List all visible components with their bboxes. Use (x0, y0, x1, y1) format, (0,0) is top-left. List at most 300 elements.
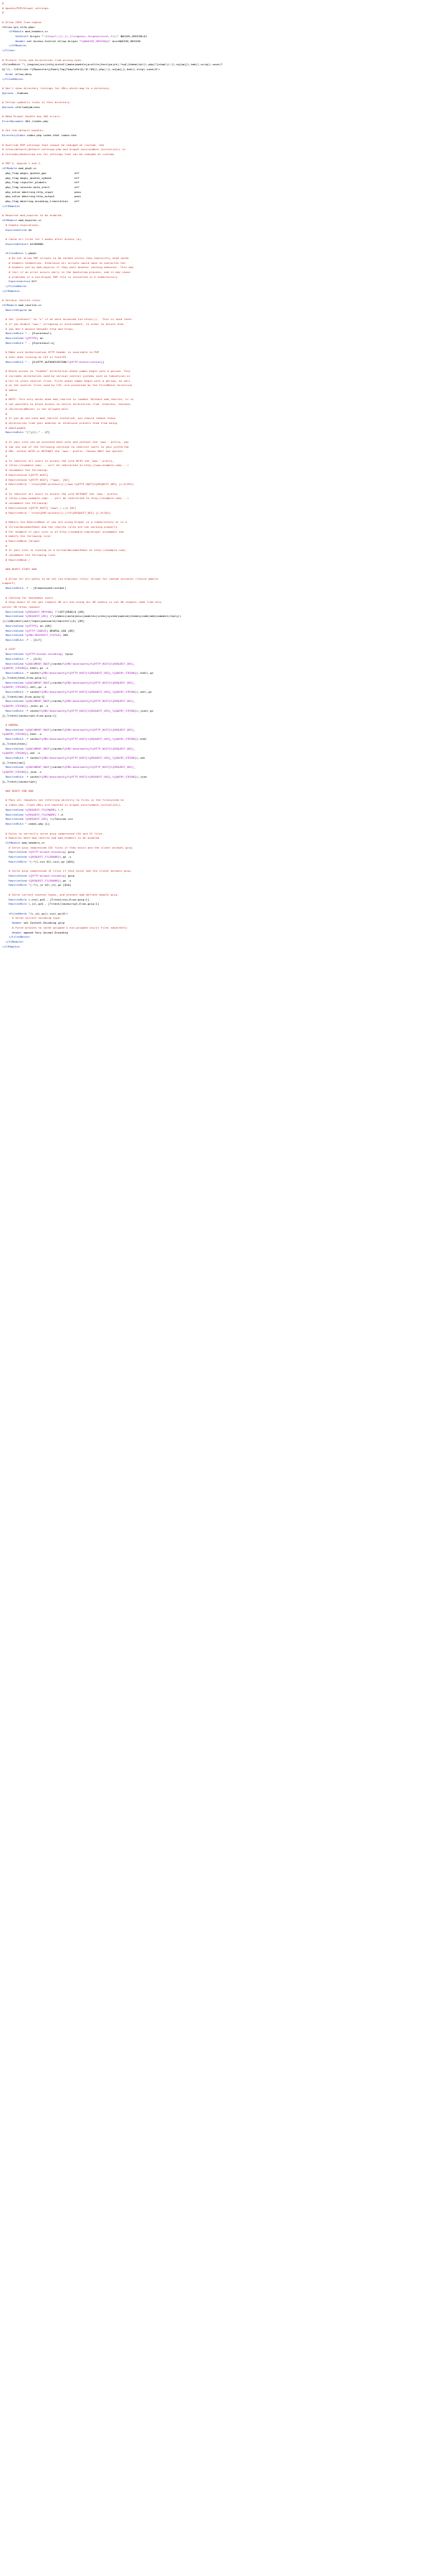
code-line (2, 492, 421, 497)
code-line (2, 369, 421, 374)
directive-keyword: FilesMatch (7, 251, 24, 255)
code-text: _ (110, 737, 112, 741)
comment-text: # NORMAL (5, 722, 19, 726)
code-line (2, 808, 421, 813)
comment-text: # Modify the RewriteBase if you are using Drupal in a subdirectory or in a (5, 520, 128, 524)
code-line (2, 72, 421, 77)
code-line (2, 6, 421, 11)
server-variable: %{QUERY_STRING} (2, 685, 27, 689)
code-line (2, 11, 421, 15)
comment-text: # Serve correct content types, and prevent mod_deflate double gzip. (8, 892, 119, 896)
code-text: \.json -s (27, 770, 42, 774)
code-text: php_flag magic_quotes_sybase off (2, 175, 80, 180)
code-text: |(/(add|edit|user/login|password|register))$) [OR] (2, 619, 85, 623)
directive-keyword: RewriteCond (5, 746, 24, 750)
comment-text: server OR https request (2, 605, 40, 609)
code-line (2, 218, 421, 223)
code-text: \.xml\.gz (137, 689, 152, 693)
code-line (2, 190, 421, 195)
code-line (2, 133, 421, 138)
directive-keyword: ErrorDocument (2, 119, 24, 123)
server-variable: %{ENV:boostpath} (39, 671, 67, 675)
code-line (2, 294, 421, 299)
code-text: mod_rewrite.c> (17, 303, 42, 307)
comment-text: # Allow for alt paths to be set via htaccess rules; allows for cached variants (future mobile (5, 576, 159, 580)
code-line (2, 265, 421, 270)
server-variable: %{HTTP:Accept-encoding} (25, 652, 63, 656)
code-text (2, 270, 8, 274)
code-line (2, 751, 421, 756)
server-variable: %{QUERY_STRING} (2, 732, 27, 736)
server-variable: ^(https?://(.+\.)?(nagios\.forgeservice\.fi)) (43, 34, 118, 39)
code-line (2, 596, 421, 601)
comment-text: # (5, 392, 8, 397)
code-line (2, 511, 421, 516)
code-text: <FilesMatch "\.(engine|inc|info|install|make|module|profile|test|po|sh|.*sql|theme|tpl(\.php)?|xtmpl)(~|\.sw[op]|\.bak|\.orig|\.save)? (2, 62, 222, 67)
comment-text: # For example if your site is at http://example.com/drupal uncomment and (5, 529, 124, 533)
code-line (2, 58, 421, 63)
code-text: A1209600 (28, 241, 44, 246)
server-variable: %{HTTP_HOST}%{REQUEST_URI} (91, 746, 134, 750)
code-text: /cache/ (51, 699, 63, 703)
directive-keyword: RewriteCond (5, 336, 24, 340)
directive-keyword: Header (12, 930, 22, 934)
code-text: \.json\.gz -s (27, 704, 48, 708)
code-line (2, 34, 421, 39)
code-line (2, 204, 421, 209)
code-text: \.json (137, 774, 147, 778)
server-variable: %{ENV:boostpath} (62, 661, 90, 665)
server-variable: %{HTTP_HOST}%{REQUEST_URI} (91, 680, 134, 684)
comment-text: # includes/bootstrap.inc for settings that can be changed at runtime. (2, 152, 116, 156)
code-line (2, 379, 421, 384)
code-line (2, 261, 421, 266)
server-variable: %{QUERY_STRING} (112, 708, 138, 712)
code-text: php_flag session.auto_start off (2, 185, 80, 190)
code-line (2, 855, 421, 860)
code-line (2, 345, 421, 350)
code-text: Off (29, 279, 37, 284)
code-text: < (2, 166, 4, 171)
server-variable: %{ENV:boostpath} (39, 708, 67, 712)
code-text: \.html -s (27, 732, 42, 736)
comment-text: # headers set by mod_expires if they want another caching behavior. This may (8, 265, 134, 270)
code-line (2, 794, 421, 799)
code-text (2, 935, 8, 938)
code-text: / (89, 746, 91, 750)
directive-keyword: RewriteRule (8, 859, 27, 863)
server-variable: %{HTTP:Accept-encoding} (28, 850, 67, 854)
code-line (2, 633, 421, 638)
code-text (2, 860, 8, 863)
code-line (2, 449, 421, 454)
server-variable: %{ENV:REDIRECT_STATUS} (25, 633, 62, 637)
code-line (2, 100, 421, 105)
comment-text: # RewriteCond %{HTTP_HOST} !^www\. [NC] (5, 477, 70, 482)
code-text: / (66, 671, 68, 675)
code-line (2, 647, 421, 652)
directive-keyword: </IfModule> (2, 288, 20, 293)
directive-keyword: RewriteCond (5, 765, 24, 769)
code-line (2, 185, 421, 190)
code-line (2, 846, 421, 851)
code-text (2, 916, 12, 919)
comment-text: # Requires mod_expires to be enabled. (2, 213, 63, 218)
server-variable: %{QUERY_STRING} (112, 774, 138, 778)
code-line (2, 341, 421, 346)
directive-keyword: RewriteCond (5, 812, 24, 816)
comment-text: # PHP 5, Apache 1 and 2. (2, 161, 42, 166)
code-line (2, 232, 421, 237)
comment-text: # NOTE: This only works when mod_rewrite is loaded. Without mod_rewrite, it is (5, 397, 134, 401)
code-line (2, 558, 421, 563)
comment-text: # Various rewrite rules. (2, 298, 42, 303)
code-line (2, 364, 421, 369)
code-text: /cache/ (51, 661, 63, 665)
code-text: php_flag register_globals off (2, 180, 80, 185)
code-text: gzip (66, 850, 75, 854)
code-text: "(^|/)\." - [F] (23, 430, 50, 434)
code-text: !=/favicon.ico (48, 817, 73, 821)
code-line (2, 666, 421, 671)
server-variable: %{REQUEST_METHOD} (25, 609, 53, 613)
comment-text: # Do not allow PHP scripts to be cached unless they explicitly send cache (8, 255, 129, 260)
code-text: .* - [S=7] (23, 638, 42, 642)
server-variable: %{QUERY_STRING} (2, 704, 27, 708)
code-text (2, 926, 12, 929)
comment-text: # To redirect all users to access the site WITH the 'www.' prefix, (5, 458, 114, 463)
code-text: ^ index.php [L] (23, 822, 50, 826)
code-text (2, 898, 8, 901)
code-line (2, 209, 421, 214)
directive-keyword: FilesMatch (10, 911, 27, 915)
server-variable: %{QUERY_STRING} (2, 751, 27, 755)
code-line (2, 629, 421, 634)
code-line (2, 614, 421, 619)
code-line (2, 426, 421, 431)
code-line (2, 572, 421, 577)
comment-text: # Pass all requests not referring directly to files in the filesystem to (5, 798, 124, 802)
directive-keyword: RewriteRule (8, 883, 27, 887)
directive-keyword: </Files> (2, 48, 15, 53)
code-line (2, 15, 421, 20)
code-text (2, 261, 8, 265)
directive-keyword: </IfModule> (2, 204, 20, 208)
server-variable: %{HTTPS} (25, 336, 39, 340)
code-text: [L,T=text/xml] (2, 760, 25, 764)
code-text: \.xml -s (27, 751, 40, 755)
code-text: on (27, 307, 32, 312)
comment-text: # headers themselves. Otherwise all scripts would have to overwrite the (8, 260, 126, 265)
directive-keyword: RewriteCond (5, 727, 24, 731)
code-text (2, 275, 8, 279)
code-text: ^ - [E=protossl] (23, 331, 52, 336)
server-variable: %{ENV:boostpath} (62, 680, 90, 684)
comment-text: # above. (5, 387, 19, 392)
directive-keyword: RewriteCond (8, 850, 27, 854)
comment-text: # includes directories used by version control systems such as Subversion or (5, 373, 131, 378)
directive-keyword: ExpiresActive (5, 227, 27, 232)
code-line (2, 567, 421, 572)
code-text: < (2, 911, 11, 915)
code-line (2, 421, 421, 426)
server-variable: %{HTTP:Authorization} (67, 359, 102, 364)
comment-text: # Git to store control files. Files whose names begin with a period, as well (5, 378, 131, 383)
code-line (2, 482, 421, 487)
server-variable: %{HTTP_COOKIE} (25, 628, 48, 632)
directive-keyword: RewriteRule (8, 902, 27, 906)
code-line (2, 67, 421, 72)
code-line (2, 312, 421, 317)
code-line (2, 289, 421, 294)
directive-keyword: RewriteRule (5, 822, 24, 826)
code-text: !gzip (62, 652, 73, 656)
code-line (2, 577, 421, 582)
directive-keyword: RewriteRule (5, 359, 24, 364)
code-text (2, 879, 8, 882)
code-line (2, 676, 421, 681)
directive-keyword: RewriteRule (5, 340, 24, 345)
code-text: \.js\.gz$ - [T=text/javascript,E=no-gzip:1] (27, 902, 100, 906)
comment-text: support) (2, 581, 15, 585)
code-text: !-d (56, 812, 63, 816)
code-text: \.html\.gz (137, 671, 154, 675)
server-variable: %{HTTP_HOST}%{REQUEST_URI} (67, 756, 111, 759)
code-line (2, 671, 421, 676)
directive-keyword: IfModule (4, 303, 18, 307)
server-variable: %{ENV:boostpath} (62, 699, 90, 703)
server-variable: %{DOCUMENT_ROOT} (25, 661, 52, 665)
code-text: ^ - [E=HTTP_AUTHORIZATION: (23, 359, 68, 364)
server-variable: %{HTTP_HOST}%{REQUEST_URI} (67, 708, 111, 712)
code-line (2, 586, 421, 591)
code-text: .* cache/ (23, 708, 40, 712)
code-text: [L,T=text/html] (2, 741, 27, 745)
directive-keyword: RewriteRule (5, 708, 24, 712)
comment-text: # Cache all files for 2 weeks after access (A). (5, 237, 83, 241)
code-line (2, 81, 421, 86)
directive-keyword: Header (15, 39, 25, 43)
code-text: on [OR] (38, 623, 52, 628)
code-line (2, 124, 421, 129)
comment-text: # If your site can be accessed both with and without the 'www.' prefix, you (5, 439, 129, 444)
code-line (2, 600, 421, 605)
code-text: .* cache/ (23, 756, 40, 759)
server-variable: %{HTTP_HOST}%{REQUEST_URI} (91, 699, 134, 703)
comment-text: # Enable expirations. (5, 223, 40, 227)
code-line (2, 874, 421, 879)
comment-text: # Protect files and directories from prying eyes. (2, 58, 83, 62)
server-variable: %{REQUEST_URI} (25, 614, 48, 618)
code-text (2, 44, 8, 47)
directive-keyword: RewriteCond (5, 652, 24, 656)
code-text: _ (110, 689, 112, 693)
code-line (2, 657, 421, 662)
code-text: allow,deny (13, 72, 32, 76)
comment-text: # (http://example.com/... will be redirected to http://www.example.com/...) (5, 463, 129, 467)
code-text: _ (133, 746, 135, 750)
code-line (2, 350, 421, 355)
code-text (2, 279, 8, 283)
code-line (2, 817, 421, 822)
code-line (2, 798, 421, 803)
server-variable: %{DOCUMENT_ROOT} (25, 727, 52, 731)
code-line (2, 416, 421, 421)
comment-text: # (5, 487, 8, 491)
code-line (2, 487, 421, 492)
code-line (2, 563, 421, 568)
directive-keyword: RewriteRule (5, 331, 24, 336)
comment-text: # RewriteRule ^ http%{ENV:protossl}://%1%{REQUEST_URI} [L,R=301] (5, 510, 111, 514)
code-line (2, 91, 421, 96)
code-line (2, 699, 421, 704)
code-text: 404 /index.php (23, 119, 48, 123)
server-variable: %{ENV:boostpath} (39, 756, 67, 759)
code-text (2, 850, 8, 854)
comment-text: # <DirectoryMatch> is not allowed here. (5, 406, 70, 411)
code-line (2, 383, 421, 388)
server-variable: %{ENV:boostpath} (62, 765, 90, 769)
code-line (2, 105, 421, 110)
directive-keyword: RewriteRule (5, 586, 24, 590)
code-line (2, 940, 421, 945)
server-variable: %{HTTP_HOST}%{REQUEST_URI} (91, 765, 134, 769)
comment-text: # modify the following line: (5, 534, 52, 538)
code-text (2, 265, 8, 269)
directive-keyword: </IfModule> (2, 944, 20, 948)
directive-keyword: ExpiresDefault (5, 241, 29, 246)
comment-text: # problems if a non-Drupal PHP file is installed in a subdirectory. (8, 274, 119, 279)
server-variable: %{QUERY_STRING} (2, 666, 27, 670)
code-text: / (89, 699, 91, 703)
code-line (2, 827, 421, 832)
code-text: _ (133, 727, 135, 731)
code-text: .* cache/ (23, 737, 40, 741)
code-text (2, 931, 12, 934)
server-variable: %{HTTP_HOST}%{REQUEST_URI} (67, 774, 111, 778)
code-text: .* cache/ (23, 671, 40, 675)
code-line (2, 789, 421, 794)
comment-text: # Make sure Authorization HTTP header is available to PHP (5, 350, 100, 354)
code-line (2, 473, 421, 478)
directive-keyword: IfModule (4, 218, 18, 223)
code-text: mod_headers.c> (20, 840, 45, 844)
code-line (2, 945, 421, 950)
code-line (2, 893, 421, 898)
server-variable: %{ENV:boostpath} (62, 727, 90, 731)
code-text: " NAGIOS_ORIGIN=$1 (117, 34, 147, 39)
code-line (2, 336, 421, 341)
code-line (2, 445, 421, 450)
directive-keyword: RewriteCond (5, 614, 24, 618)
code-text: [L,T=text/xml,E=no-gzip:1] (2, 694, 45, 698)
server-variable: %{HTTP_HOST}%{REQUEST_URI} (91, 661, 134, 665)
code-line (2, 775, 421, 780)
code-text: mod_expires.c> (17, 218, 42, 223)
code-line (2, 539, 421, 544)
directive-keyword: RewriteRule (5, 638, 24, 642)
code-line (2, 780, 421, 785)
comment-text: ### BOOST END ### (5, 789, 34, 793)
comment-text: # Make Drupal handle any 404 errors. (2, 114, 62, 119)
code-line (2, 704, 421, 709)
code-line (2, 695, 421, 700)
comment-text: # If you do not have mod_rewrite installed, you should remove these (5, 416, 116, 420)
code-line (2, 860, 421, 865)
comment-text: # uncomment the following line: (5, 553, 57, 557)
code-text (2, 39, 15, 43)
code-line (2, 388, 421, 393)
code-line (2, 591, 421, 596)
code-text: _ (110, 774, 112, 778)
code-line (2, 501, 421, 506)
comment-text: # not possible to block access to entire directories from .htaccess, because (5, 402, 131, 406)
comment-text: # you don't bounce between http and https. (5, 326, 75, 331)
code-line (2, 114, 421, 119)
directive-keyword: RewriteRule (8, 897, 27, 901)
code-text: _ (110, 756, 112, 759)
comment-text: # Follow symbolic links in this directory. (2, 100, 72, 105)
comment-text: # (2, 1, 4, 5)
server-variable: %{REQUEST_FILENAME} (28, 855, 60, 859)
code-line (2, 331, 421, 336)
code-text: On (27, 227, 32, 232)
code-line (2, 29, 421, 34)
server-variable: %{HTTP_HOST}%{REQUEST_URI} (67, 689, 111, 693)
code-line (2, 166, 421, 171)
code-line (2, 180, 421, 185)
code-line (2, 926, 421, 931)
code-line (2, 530, 421, 535)
directive-keyword: ExpiresActive (8, 279, 30, 284)
code-text: mod_php5.c> (17, 166, 37, 171)
code-text: set Access-Control-Allow-Origin " (25, 39, 81, 43)
directive-keyword: RewriteCond (5, 680, 24, 684)
code-text: _ (110, 671, 112, 675)
directive-keyword: </FilesMatch> (2, 77, 24, 81)
comment-text: # index.php. Clean URLs are handled in drupal_environment_initialize(). (5, 803, 122, 807)
directive-keyword: RewriteCond (8, 873, 27, 877)
code-text: +FollowSymLinks (13, 105, 40, 109)
directive-keyword: RewriteRule (5, 671, 24, 675)
comment-text: # RewriteCond %{HTTP_HOST} . (5, 472, 52, 477)
comment-text: # (http://www.example.com/... will be redirected to http://example.com/...) (5, 496, 129, 500)
code-line (2, 836, 421, 841)
code-line (2, 525, 421, 530)
server-variable: %{HTTPS} (25, 623, 39, 628)
code-text (2, 855, 8, 858)
code-text: .* cache/ (23, 689, 40, 693)
server-variable: %{QUERY_STRING} (112, 756, 138, 759)
code-text: index.php index.html index.htm (25, 133, 76, 138)
code-text: php_value mbstring.http_output pass (2, 194, 81, 199)
code-line (2, 20, 421, 25)
directive-keyword: IfModule (7, 840, 20, 844)
directive-keyword: Options (2, 91, 14, 95)
comment-text: # RewriteRule ^ http%{ENV:protossl}://www.%{HTTP_HOST}%{REQUEST_URI} [L,R=301] (5, 482, 134, 486)
code-text: " env=NAGIOS_ORIGIN (109, 39, 140, 43)
code-text: / (89, 680, 91, 684)
comment-text: # Allow CORS from nagios (2, 20, 42, 24)
code-text: / (66, 774, 68, 778)
server-variable: %{QUERY_STRING} (112, 689, 138, 693)
code-text (2, 869, 8, 872)
code-line (2, 161, 421, 166)
directive-keyword: </FilesMatch> (8, 935, 30, 939)
code-line (2, 761, 421, 766)
code-text: / (89, 765, 91, 769)
code-line (2, 548, 421, 553)
